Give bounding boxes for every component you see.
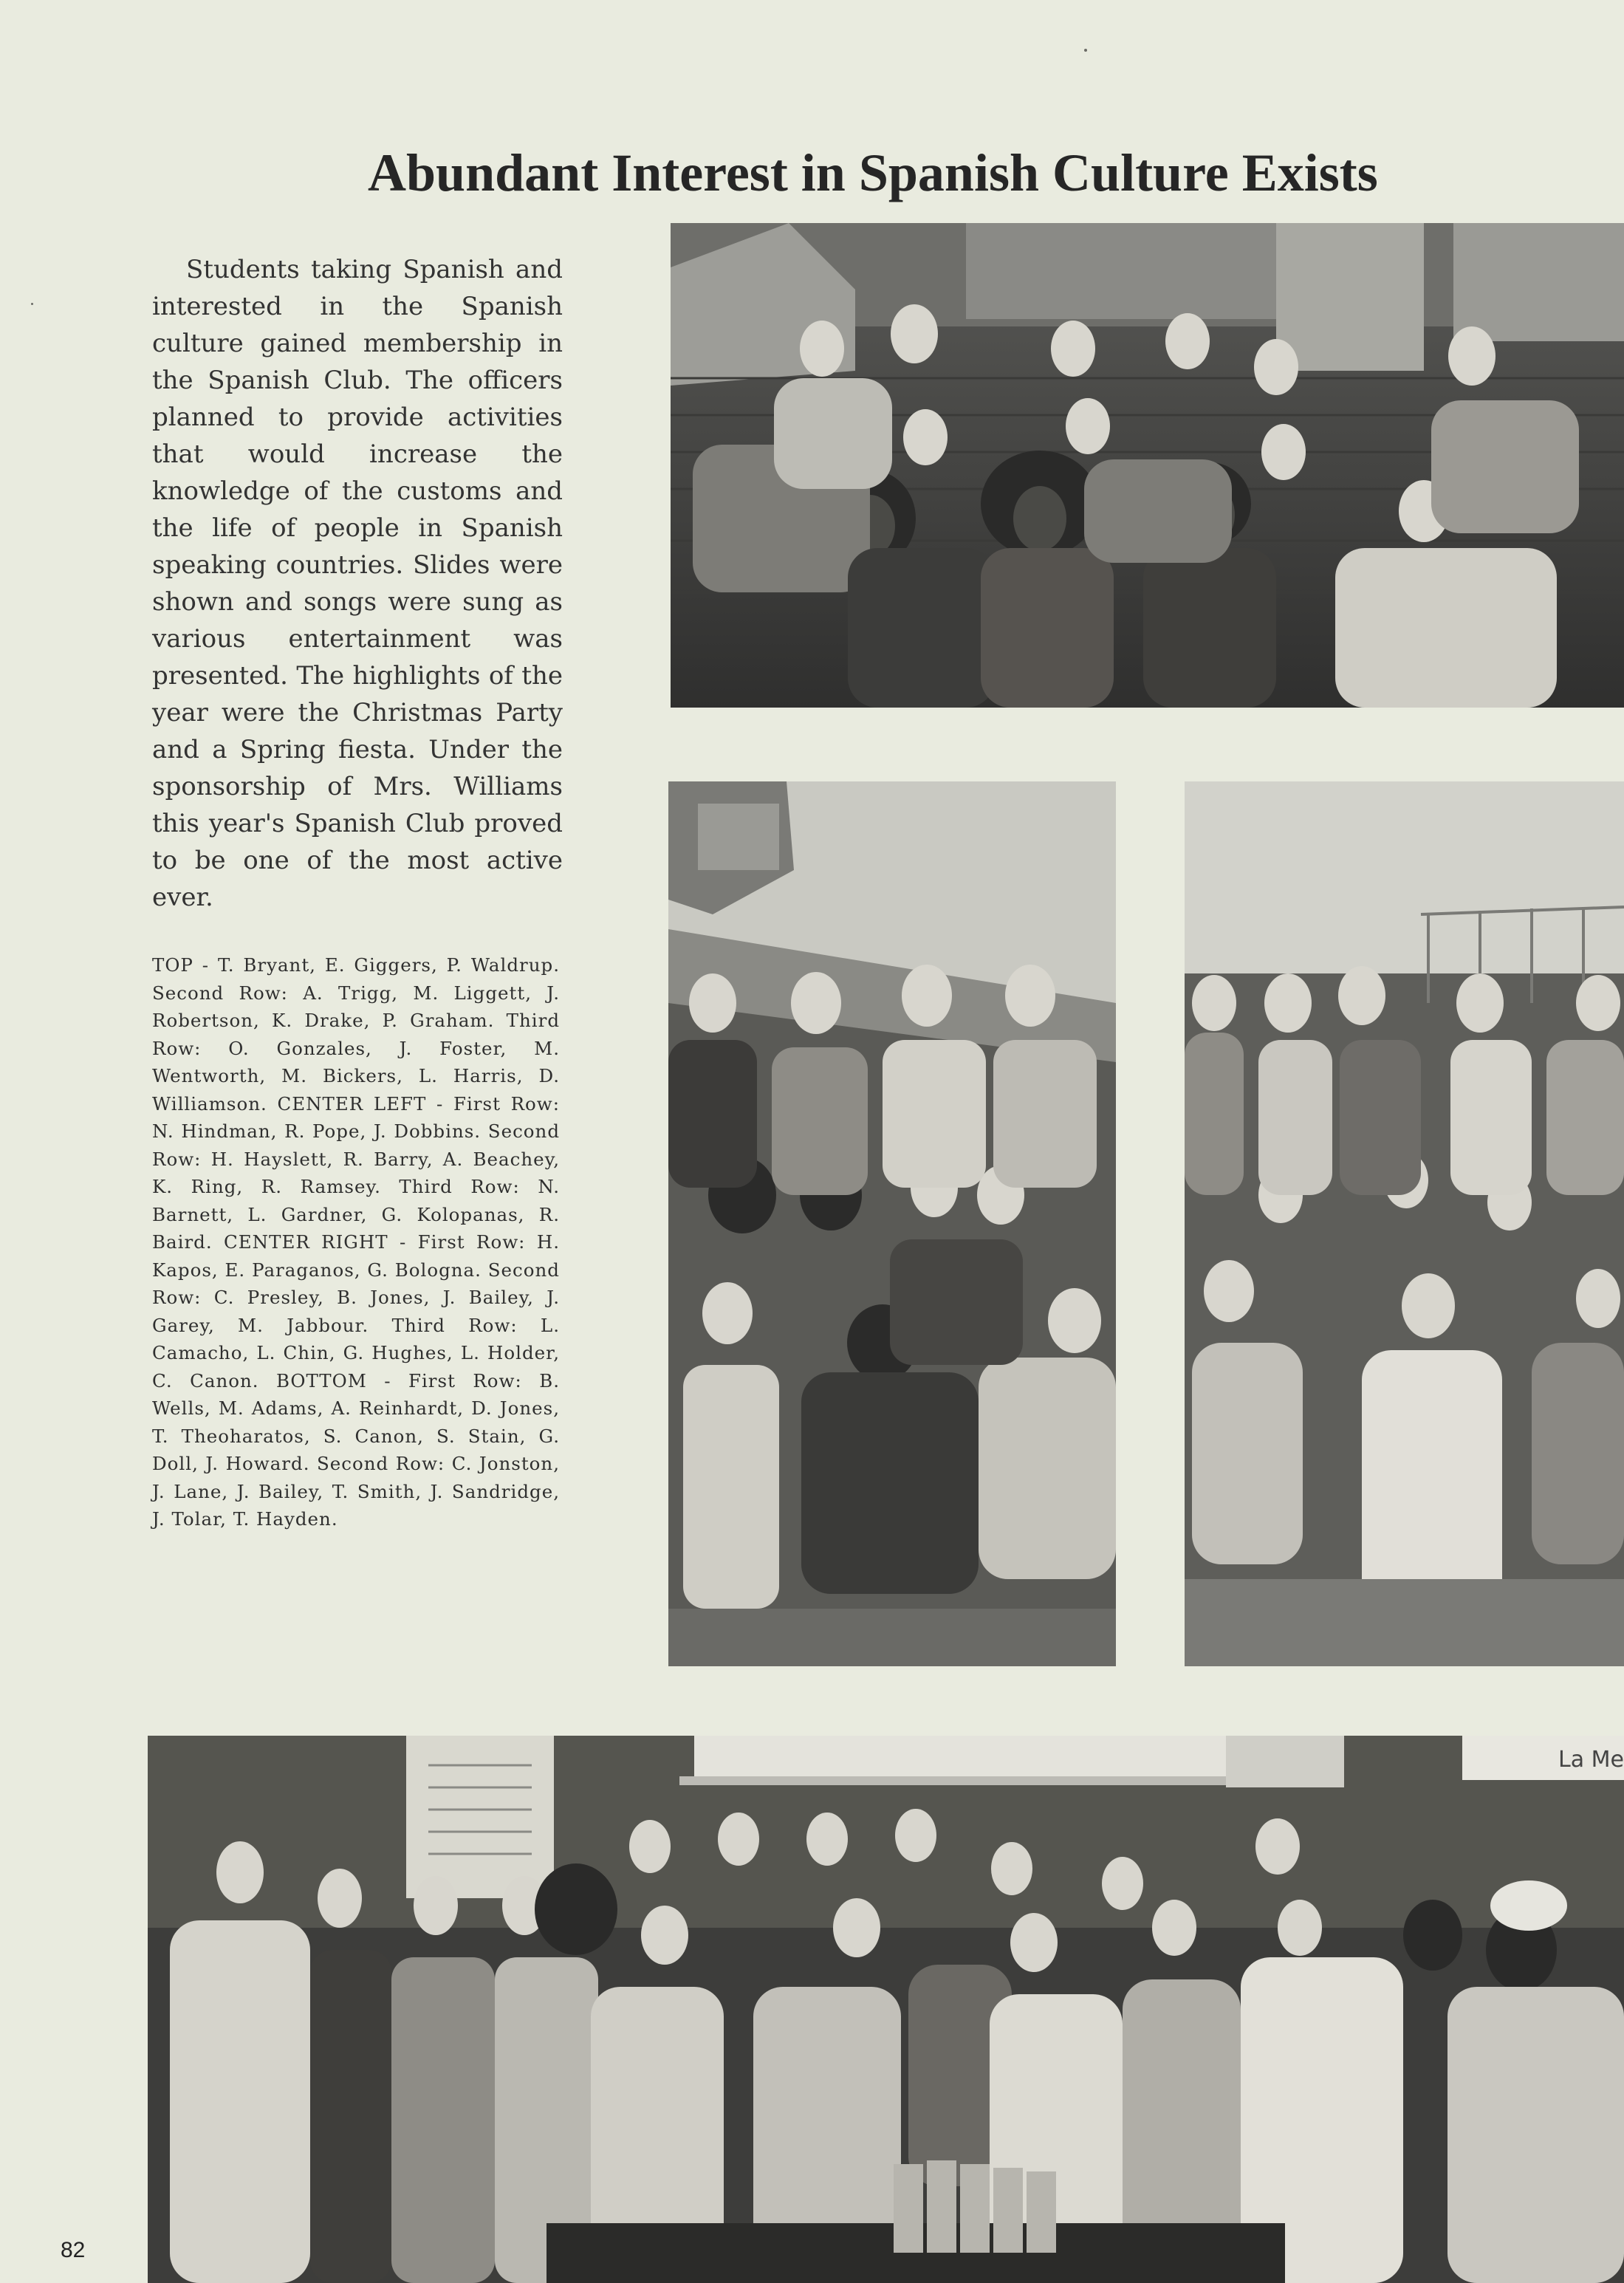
photo-center-right-image bbox=[1185, 781, 1624, 1666]
photo-caption-block bbox=[152, 951, 560, 1533]
photo-top-image bbox=[671, 223, 1624, 708]
bottom-sign-text: La Me bbox=[1558, 1747, 1624, 1773]
photo-center-left-image bbox=[668, 781, 1116, 1666]
page-number: 82 bbox=[61, 2238, 86, 2262]
page-title: Abundant Interest in Spanish Culture Exists bbox=[368, 143, 1378, 202]
photo-center-right-group bbox=[1185, 781, 1624, 1666]
intro-text-block bbox=[152, 251, 563, 916]
photo-bottom-image bbox=[148, 1736, 1624, 2283]
page-speck bbox=[31, 303, 33, 305]
photo-bottom-group-classroom bbox=[148, 1736, 1624, 2283]
photo-center-left-group bbox=[668, 781, 1116, 1666]
intro-paragraph: Students taking Spanish and interested in the Spanish culture gained membership in the Spanish Club. The officers planned to provide activities that would increase the knowledge of the customs and the life of people in Spanish speaking countries. Slides were shown and songs were sung as various entertainment was presented. The highlights of the year were the Christmas Party and a Spring fiesta. Under the sponsorship of Mrs. Williams this year's Spanish Club proved to be one of the most active ever. bbox=[152, 255, 563, 912]
wall-poster bbox=[406, 1736, 554, 1898]
photo-top-group-on-steps bbox=[671, 223, 1624, 708]
page-speck bbox=[1084, 49, 1087, 52]
photo-caption: TOP - T. Bryant, E. Giggers, P. Waldrup. Second Row: A. Trigg, M. Liggett, J. Robertson, K. Drake, P. Graham. Third Row: O. Gonzales, J. Foster, M. Wentworth, M. Bickers, L. Harris, D. Williamson. CENTER LEFT - First Row: N. Hindman, R. Pope, J. Dobbins. Second Row: H. Hayslett, R. Barry, A. Beachey, K. Ring, R. Ramsey. Third Row: N. Barnett, L. Gardner, G. Kolopanas, R. Baird. CENTER RIGHT - First Row: H. Kapos, E. Paraganos, G. Bologna. Second Row: C. Presley, B. Jones, J. Bailey, J. Garey, M. Jabbour. Third Row: L. Camacho, L. Chin, G. Hughes, L. Holder, C. Canon. BOTTOM - First Row: B. Wells, M. Adams, A. Reinhardt, D. Jones, T. Theoharatos, S. Canon, S. Stain, G. Doll, J. Howard. Second Row: C. Jonston, J. Lane, J. Bailey, T. Smith, J. Sandridge, J. Tolar, T. Hayden. bbox=[152, 954, 560, 1530]
